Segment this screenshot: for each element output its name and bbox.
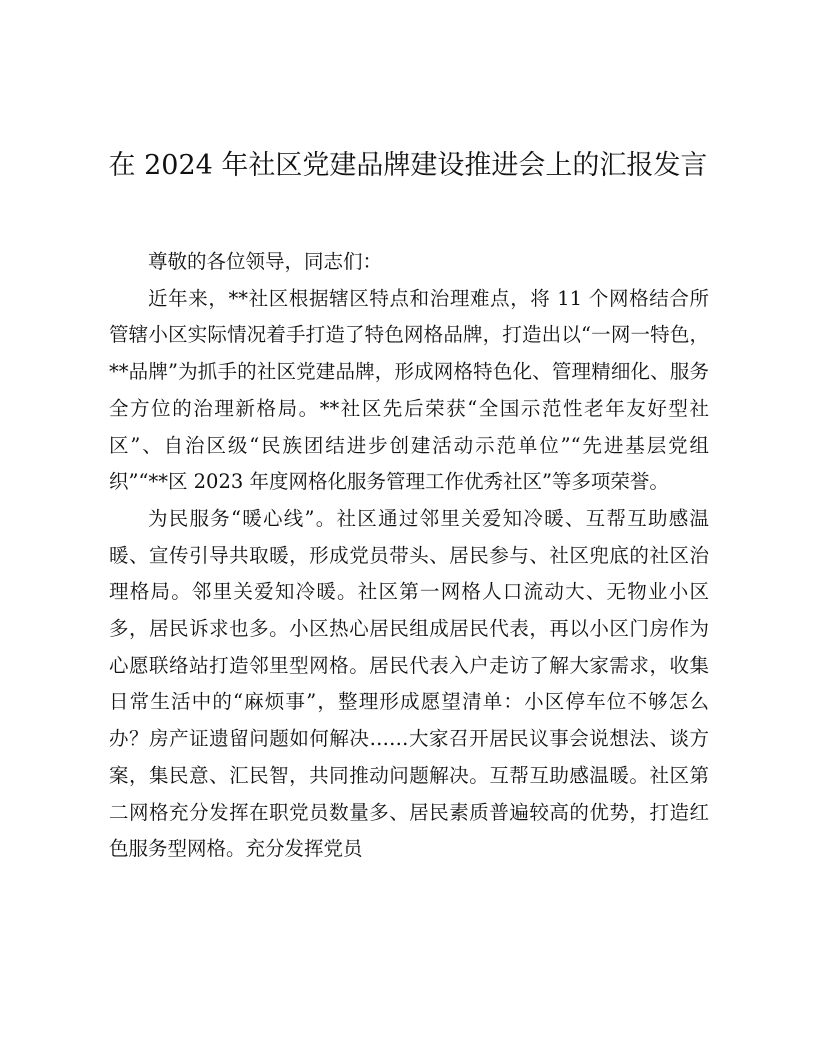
salutation-paragraph: 尊敬的各位领导，同志们： <box>148 250 383 273</box>
intro-paragraph: 近年来，**社区根据辖区特点和治理难点，将 11 个网格结合所管辖小区实际情况着手打造了特色网格品牌，打造出以“一网一特色，**品牌”为抓手的社区党建品牌，形成网格特色化、管理精细化、服务全方位的治理新格局。**社区先后荣获“全国示范性老年友好型社区”、自治区级“民族团结进步创建活动示范单位”“先进基层党组织”“**区 2023 年度网格化服务管理工作优秀社区”等多项荣誉。 <box>109 286 709 494</box>
service-paragraph: 为民服务“暖心线”。社区通过邻里关爱知冷暖、互帮互助感温暖、宣传引导共取暖，形成党员带头、居民参与、社区兜底的社区治理格局。邻里关爱知冷暖。社区第一网格人口流动大、无物业小区多，居民诉求也多。小区热心居民组成居民代表，再以小区门房作为心愿联络站打造邻里型网格。居民代表入户走访了解大家需求，收集日常生活中的“麻烦事”，整理形成愿望清单：小区停车位不够怎么办？房产证遗留问题如何解决……大家召开居民议事会说想法、谈方案，集民意、汇民智，共同推动问题解决。互帮互助感温暖。社区第二网格充分发挥在职党员数量多、居民素质普遍较高的优势，打造红色服务型网格。充分发挥党员 <box>109 506 709 861</box>
document-body <box>109 244 709 868</box>
document-title: 在 2024 年社区党建品牌建设推进会上的汇报发言 <box>108 150 708 181</box>
